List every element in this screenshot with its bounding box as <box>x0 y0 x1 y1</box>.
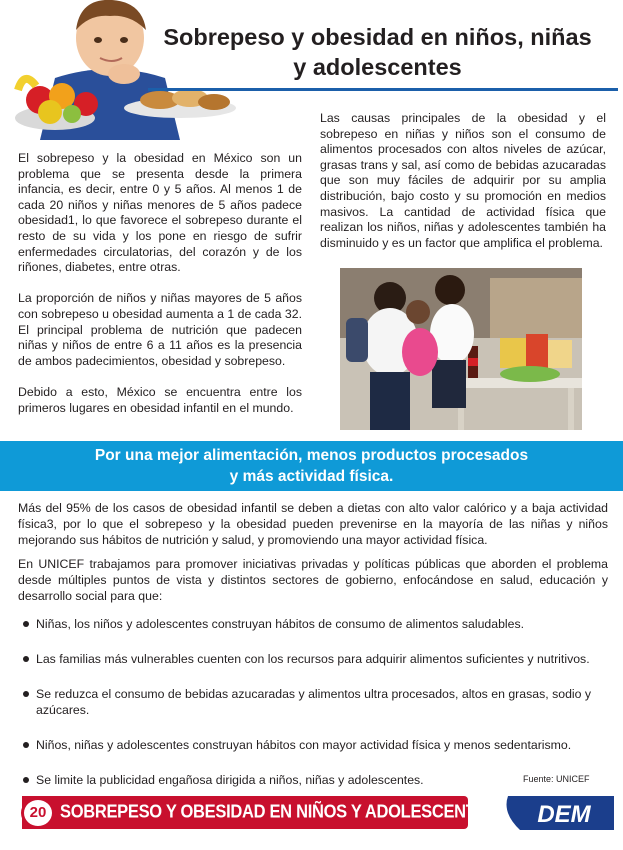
banner-line-1: Por una mejor alimentación, menos productos procesados <box>94 447 529 464</box>
list-item <box>18 772 608 788</box>
list-item-text: Niños, niñas y adolescentes construyan hábitos con mayor actividad física y menos sedentarismo. <box>36 738 572 752</box>
left-paragraph-3: Debido a esto, México se encuentra entre los primeros lugares en obesidad infantil en el mundo. <box>18 384 302 415</box>
page-number: 20 <box>21 797 55 829</box>
page-title <box>140 22 615 82</box>
list-item <box>18 686 608 718</box>
bullet-icon <box>23 742 29 748</box>
section-banner <box>0 441 623 491</box>
left-paragraph-2: La proporción de niños y niñas mayores de 5 años con sobrepeso u obesidad aumenta a 1 de cada 32. El principal problema de nutrición que padecen niñas y niños de entre 6 a 11 años es la presencia de ambos padecimientos, obesidad y sobrepeso. <box>18 291 302 368</box>
list-item <box>18 616 608 632</box>
right-paragraph: Las causas principales de la obesidad y el sobrepeso en niñas y niños son el consumo de alimentos procesados con altos niveles de azúcar, grasas trans y sal, así como de bebidas azucaradas que son muy fáciles de adquirir por su amplia distribución, bajo costo y su promoción en medios masivos. La cantidad de actividad física que realizan los niños, niñas y adolescentes también ha disminuido y es un factor que amplifica el problema. <box>320 111 606 250</box>
list-item <box>18 737 608 753</box>
bullet-icon <box>23 777 29 783</box>
bullet-icon <box>23 691 29 697</box>
left-column <box>18 151 302 432</box>
left-paragraph-1: El sobrepeso y la obesidad en México son un problema que se presenta desde la primera infancia, es decir, entre 0 y 5 años. Al menos 1 de cada 20 niños y niñas menores de 5 años padece obesidad1, lo que favorece el sobrepeso durante el resto de su vida y los pone en riesgo de sufrir enfermedades circulatorias, del corazón y de los riñones, diabetes, entre otras. <box>18 151 302 275</box>
bullet-icon <box>23 656 29 662</box>
right-column <box>320 111 606 267</box>
title-line-2: y adolescentes <box>293 54 462 80</box>
title-underline <box>148 88 618 91</box>
banner-line-2: y más actividad física. <box>229 468 394 485</box>
title-line-1: Sobrepeso y obesidad en niños, niñas <box>163 24 592 50</box>
list-item-text: Se limite la publicidad engañosa dirigida a niños, niñas y adolescentes. <box>36 773 424 787</box>
dem-logo <box>502 796 614 830</box>
list-item <box>18 651 608 667</box>
children-snack-stall-photo <box>340 268 582 430</box>
body-paragraph-1: Más del 95% de los casos de obesidad infantil se deben a dietas con alto valor calórico y a baja actividad física3, por lo que el sobrepeso y la obesidad pueden prevenirse en la mayoría de las niñas y niños mejorando sus hábitos de nutrición y salud, y promoviendo una mayor actividad física. <box>18 501 608 547</box>
body-paragraph-2: En UNICEF trabajamos para promover iniciativas privadas y políticas públicas que aborden el problema desde múltiples puntos de vista y distintos sectores de gobierno, enfocándose en salud, educación y desarrollo social para que: <box>18 557 608 603</box>
footer-section-title: SOBREPESO Y OBESIDAD EN NIÑOS Y ADOLESCENTES <box>60 802 497 823</box>
list-item-text: Las familias más vulnerables cuenten con los recursos para adquirir alimentos suficientes y nutritivos. <box>36 652 590 666</box>
list-item-text: Se reduzca el consumo de bebidas azucaradas y alimentos ultra procesados, altos en grasas, sodio y azúcares. <box>36 687 592 717</box>
source-note: Fuente: UNICEF <box>523 774 590 784</box>
logo-text: DEM <box>537 801 591 828</box>
goals-list <box>18 616 608 788</box>
bullet-icon <box>23 621 29 627</box>
body-section <box>18 500 608 807</box>
list-item-text: Niñas, los niños y adolescentes construyan hábitos de consumo de alimentos saludables. <box>36 617 525 631</box>
